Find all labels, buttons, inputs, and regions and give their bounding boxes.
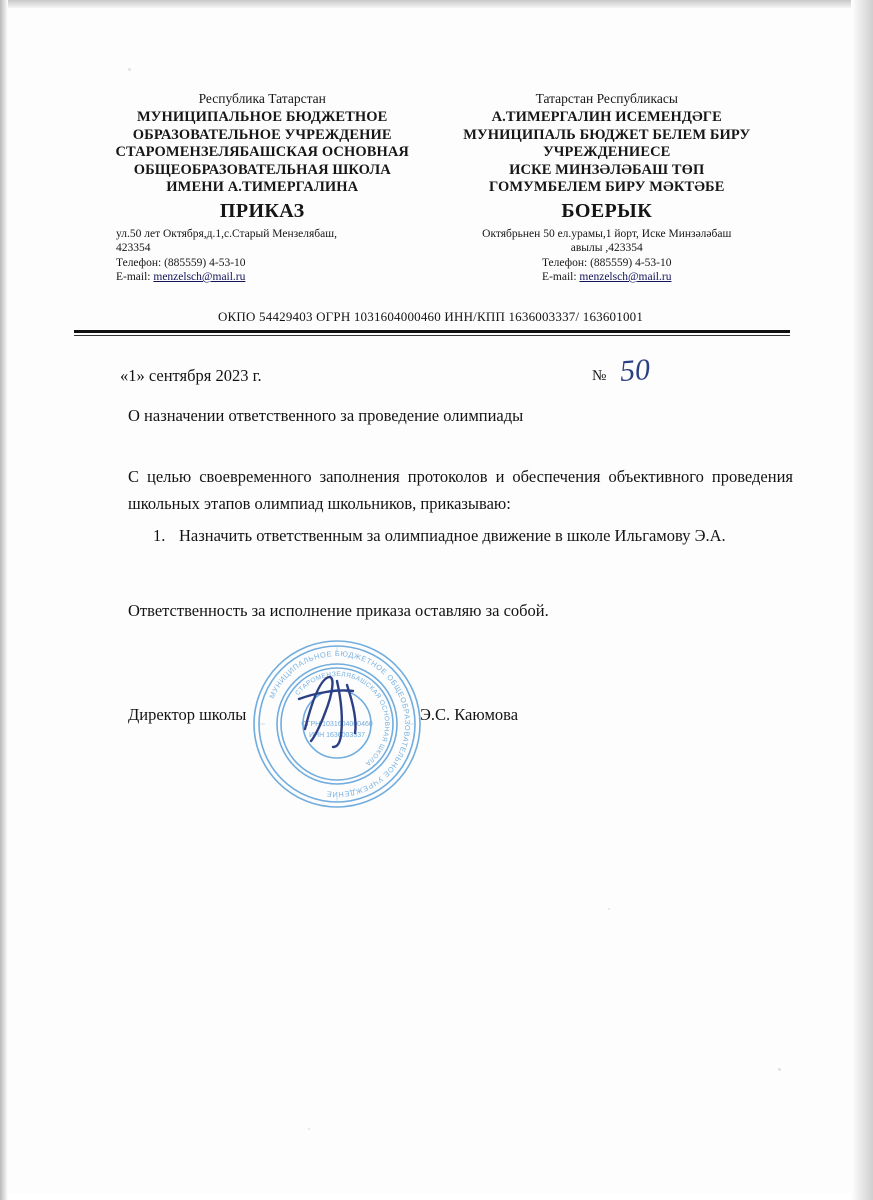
org-line-ru-4: ОБЩЕОБРАЗОВАТЕЛЬНАЯ ШКОЛА [133,161,391,178]
list-item-text: Назначить ответственным за олимпиадное движение в школе Ильгамову Э.А. [179,526,726,545]
contacts-ru [94,227,431,285]
org-line-ru-3: СТАРОМЕНЗЕЛЯБАШСКАЯ ОСНОВНАЯ [115,144,409,160]
address-ru-2: 423354 [116,242,151,254]
doc-type-ru: ПРИКАЗ [219,199,305,222]
document-subject: О назначении ответственного за проведение олимпиады [128,406,524,425]
official-stamp [251,638,423,810]
paper-sheet [8,8,853,1194]
scan-speck [308,1128,310,1130]
svg-text:СТАРОМЕНЗЕЛЯБАШСКАЯ ОСНОВНАЯ Ш: СТАРОМЕНЗЕЛЯБАШСКАЯ ОСНОВНАЯ ШКОЛА [294,670,391,767]
org-line-tt-1: А.ТИМЕРГАЛИН ИСЕМЕНДӘГЕ [491,109,722,125]
signature-role: Директор школы [128,705,247,724]
ordered-list [153,522,813,549]
paragraph-1: С целью своевременного заполнения протоколов и обеспечения объективного проведения школьных этапов олимпиад школьников, приказываю: [128,467,793,513]
doc-type-tt: БОЕРЫК [561,199,653,222]
registration-codes: ОКПО 54429403 ОГРН 1031604000460 ИНН/КПП 1636003337/ 163601001 [217,309,644,324]
address-tt-2: авылы ,423354 [570,242,643,254]
address-ru-1: ул.50 лет Октября,д.1,с.Старый Мензелябаш, [116,227,337,240]
email-label-ru: E-mail: [116,271,151,283]
signature-name: Э.С. Каюмова [420,705,519,724]
header-subtitle-ru: Республика Татарстан [198,91,326,106]
org-line-tt-2: МУНИЦИПАЛЬ БЮДЖЕТ БЕЛЕМ БИРУ [463,126,751,143]
document-date: «1» сентября 2023 г. [120,366,262,385]
phone-ru: Телефон: (885559) 4-53-10 [116,256,246,269]
scan-edge-left [0,0,8,1200]
email-row-ru [116,270,431,285]
scan-speck [778,1068,781,1071]
email-row-tt [431,270,784,285]
svg-text:МУНИЦИПАЛЬНОЕ БЮДЖЕТНОЕ ОБЩЕОБ: МУНИЦИПАЛЬНОЕ БЮДЖЕТНОЕ ОБЩЕОБРАЗОВАТЕЛЬНОЕ УЧРЕЖДЕНИЕ [267,648,413,800]
email-link-ru[interactable]: menzelsch@mail.ru [153,271,246,283]
number-label: № [592,368,607,384]
contacts-tt [431,227,784,285]
paragraph-2: Ответственность за исполнение приказа оставляю за собой. [128,601,549,620]
org-line-ru-2: ОБРАЗОВАТЕЛЬНОЕ УЧРЕЖДЕНИЕ [132,126,392,143]
phone-tt: Телефон: (885559) 4-53-10 [541,256,672,269]
org-line-ru-5: ИМЕНИ А.ТИМЕРГАЛИНА [166,179,359,195]
document-header [8,90,853,285]
svg-text:ИНН 1636003337: ИНН 1636003337 [308,732,366,739]
org-line-ru-1: МУНИЦИПАЛЬНОЕ БЮДЖЕТНОЕ [137,109,388,125]
header-divider-thick [74,330,790,333]
scan-speck [608,908,610,910]
header-divider-thin [74,335,790,336]
document-content [8,8,853,1194]
org-line-tt-3: УЧРЕЖДЕНИЕСЕ [543,144,671,160]
header-column-russian [8,90,431,285]
list-item-number: 1. [153,526,166,545]
email-label-tt: E-mail: [542,271,577,283]
header-column-tatar [431,90,854,285]
list-item [153,522,813,549]
email-link-tt[interactable]: menzelsch@mail.ru [579,271,672,283]
address-tt-1: Октябрьнен 50 ел.урамы,1 йорт, Иске Минзәләбаш [482,227,732,240]
svg-text:ОГРН 1031604000460: ОГРН 1031604000460 [301,721,373,728]
scan-speck [128,68,131,71]
scan-edge-right [851,0,873,1200]
handwritten-signature [291,663,401,753]
org-line-tt-5: ГОМУМБЕЛЕМ БИРУ МӘКТӘБЕ [489,179,725,195]
header-subtitle-tt: Татарстан Республикасы [535,91,678,106]
document-number-handwritten: 50 [618,352,652,389]
org-line-tt-4: ИСКЕ МИНЗӘЛӘБАШ ТӨП [509,161,705,178]
